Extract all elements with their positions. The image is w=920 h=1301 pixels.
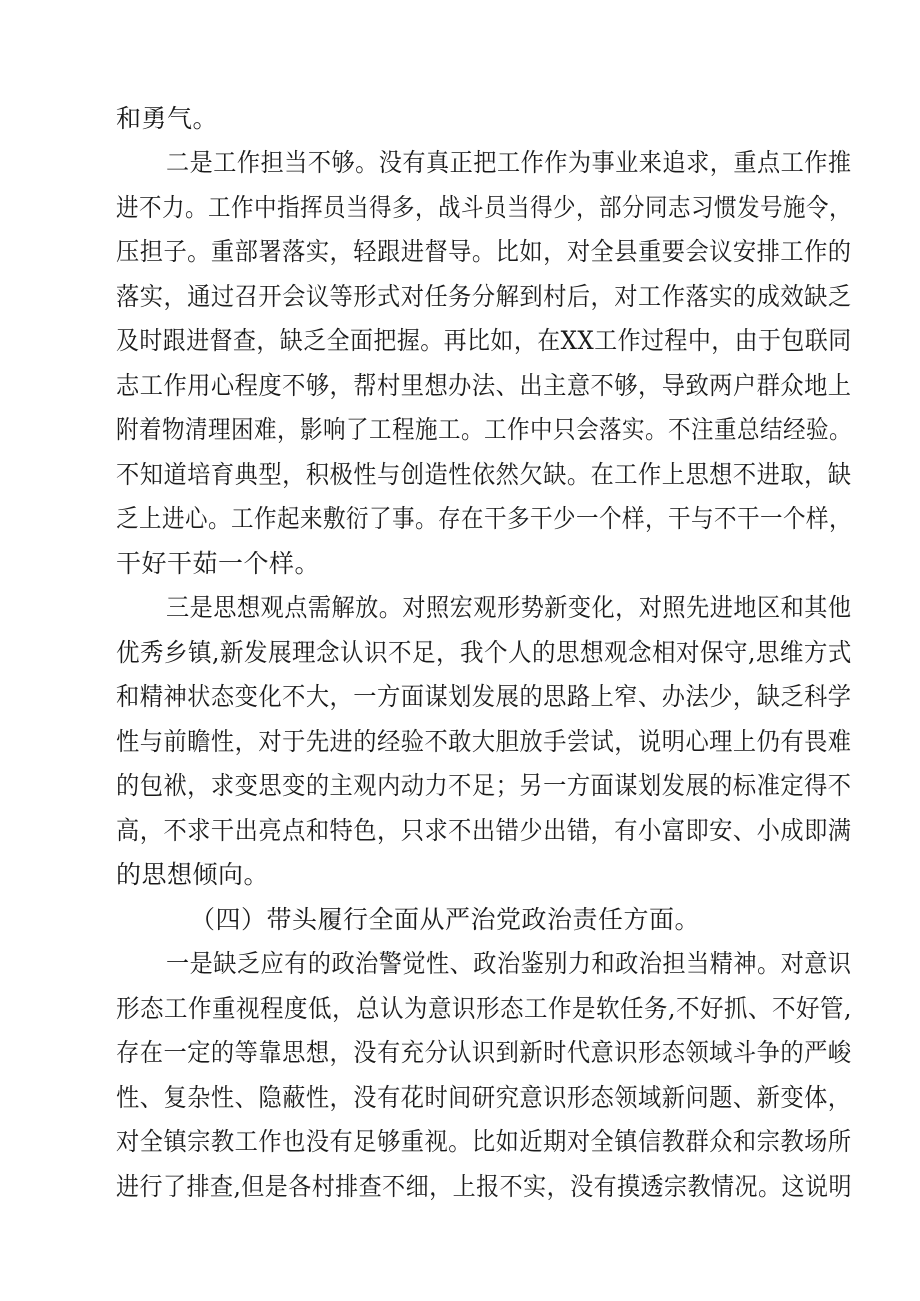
text-line: 落实，通过召开会议等形式对任务分解到村后，对工作落实的成效缺乏 [116,282,852,311]
text-line: 优秀乡镇,新发展理念认识不足，我个人的思想观念相对保守,思维方式 [116,638,852,667]
text-line: 不知道培育典型，积极性与创造性依然欠缺。在工作上思想不进取，缺 [116,460,852,489]
paragraph-start-line: 三是思想观点需解放。对照宏观形势新变化，对照先进地区和其他 [166,593,852,622]
text-line: 附着物清理困难，影响了工程施工。工作中只会落实。不注重总结经验。 [116,415,853,444]
text-line: 高，不求干出亮点和特色，只求不出错少出错，有小富即安、小成即满 [116,816,852,845]
paragraph-start-line: 一是缺乏应有的政治警觉性、政治鉴别力和政治担当精神。对意识 [166,949,852,978]
text-line: 性与前瞻性，对于先进的经验不敢大胆放手尝试，说明心理上仍有畏难 [116,727,852,756]
text-line: 和勇气。 [116,104,219,133]
text-line: 乏上进心。工作起来敷衍了事。存在干多干少一个样，干与不干一个样， [116,504,853,533]
text-line: 形态工作重视程度低，总认为意识形态工作是软任务,不好抓、不好管, [116,994,852,1023]
text-line: 性、复杂性、隐蔽性，没有花时间研究意识形态领域新问题、新变体， [116,1083,852,1112]
text-line: 对全镇宗教工作也没有足够重视。比如近期对全镇信教群众和宗教场所 [116,1127,852,1156]
text-line: 干好干茹一个样。 [116,549,321,578]
text-line: 进行了排查,但是各村排查不细，上报不实，没有摸透宗教情况。这说明 [116,1172,852,1201]
text-line: 和精神状态变化不大，一方面谋划发展的思路上窄、办法少，缺乏科学 [116,682,852,711]
text-line: 的包袱，求变思变的主观内动力不足；另一方面谋划发展的标准定得不 [116,771,852,800]
text-line: 进不力。工作中指挥员当得多，战斗员当得少，部分同志习惯发号施令， [116,193,853,222]
text-line: 的思想倾向。 [116,860,270,889]
paragraph-start-line: 二是工作担当不够。没有真正把工作作为事业来追求，重点工作推 [166,148,852,177]
text-line: 及时跟进督查，缺乏全面把握。再比如，在XX工作过程中，由于包联同 [116,326,852,355]
text-line: 存在一定的等靠思想，没有充分认识到新时代意识形态领域斗争的严峻 [116,1038,852,1067]
section-heading: （四）带头履行全面从严治党政治责任方面。 [190,905,701,934]
text-line: 压担子。重部署落实，轻跟进督导。比如，对全县重要会议安排工作的 [116,237,852,266]
text-line: 志工作用心程度不够，帮村里想办法、出主意不够，导致两户群众地上 [116,371,852,400]
